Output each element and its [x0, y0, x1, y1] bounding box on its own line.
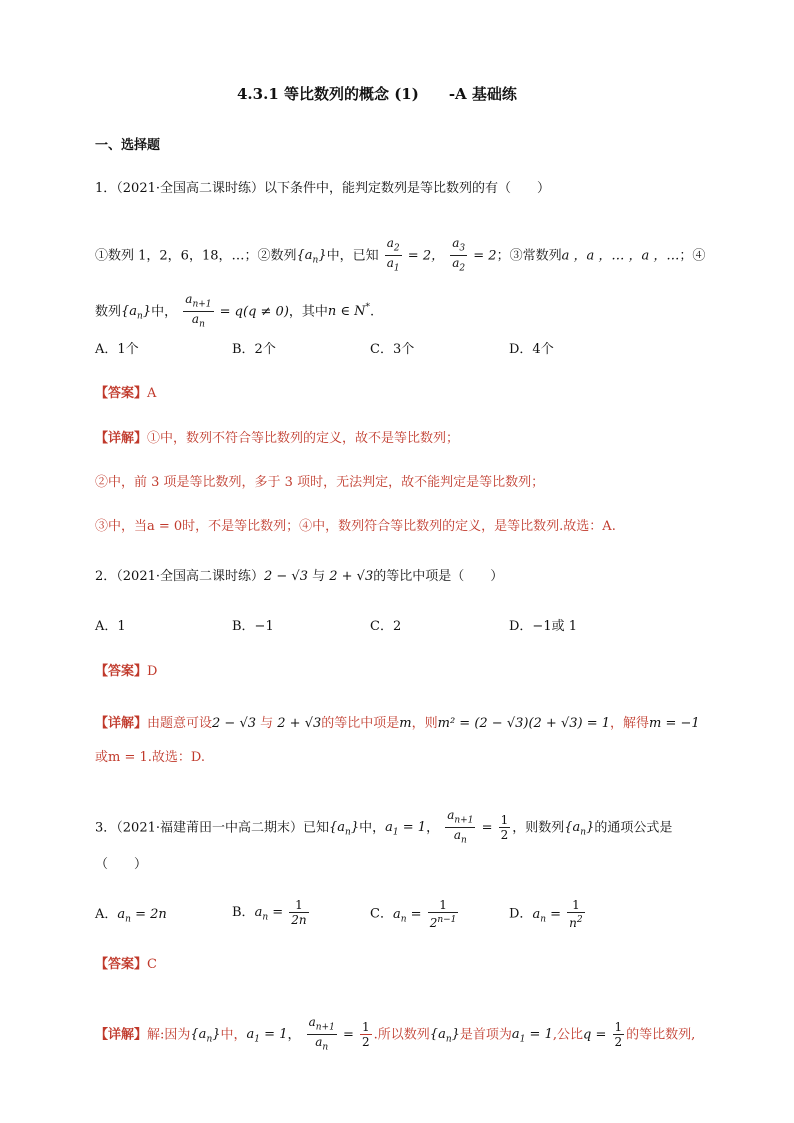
- q3-detail-e: 公比: [557, 1027, 584, 1043]
- q1-line2-text-b: 中，已知: [326, 248, 379, 264]
- fraction-an1-an-detail: $\frac{a_{n+1}}{a_n}$: [308, 1015, 335, 1053]
- q1-detail-1: [95, 430, 459, 448]
- q3-stem-a: 3．（2021·福建莆田一中高二期末）已知: [95, 820, 329, 836]
- fraction-a2-a1: $\frac{a_2}{a_1}$: [386, 236, 400, 274]
- q2-stem: 2．（2021·全国高二课时练）2 − √3 与 2 + √3的等比中项是（ ）: [95, 569, 504, 584]
- fraction-1-2n: $\frac{1}{2n}$: [291, 898, 307, 927]
- seq-an-4: $\{a_n\}$: [564, 820, 595, 838]
- eq-q-half: q =: [583, 1027, 611, 1043]
- eq-q: = q(q ≠ 0): [215, 304, 289, 320]
- formula-a: $a_n = 2n$: [117, 907, 167, 925]
- q3-answer: [95, 956, 157, 974]
- const-seq: a ，a ，… ，a ，…: [561, 248, 680, 264]
- q2-detail-c: ，则: [411, 716, 438, 731]
- q3-detail-1: 【详解】解:因为$\{a_n\}$中，$a_1 = 1$， $\frac{a_{n+1}}{a_n}$ = $\frac{1}{2}$ .所以数列$\{a_n\}$是首项为$a_1 = 1$,公比q = $\frac{1}{2}$ 的等比数列,: [95, 1015, 696, 1053]
- q2-detail-d: ，解得: [610, 716, 650, 731]
- q3-detail-a: 解:因为: [147, 1027, 191, 1043]
- option-label: A．: [95, 907, 118, 922]
- q2-option-c: C．2: [370, 619, 402, 634]
- q1-line3-text-a: 数列: [95, 304, 122, 320]
- q3-option-b: [232, 898, 311, 927]
- q1-option-a: A．1个: [95, 342, 139, 357]
- detail-tag: 【详解】: [95, 716, 148, 731]
- formula-d: $a_n$ =: [532, 906, 566, 925]
- eq-m-squared: m² = (2 − √3)(2 + √3) = 1: [437, 716, 611, 731]
- fraction-1-n2: $\frac{1}{n^2}$: [569, 898, 583, 930]
- seq-an-2: $\{a_n\}$: [121, 304, 152, 322]
- q3-detail-c: .所以数列: [373, 1027, 430, 1043]
- detail-text: ①中，数列不符合等比数列的定义，故不是等比数列；: [147, 431, 460, 446]
- answer-value: C: [147, 957, 157, 972]
- eq-a1-1-b: $a_1 = 1$: [246, 1027, 288, 1045]
- q3-option-a: [95, 906, 167, 929]
- q1-line3: 数列$\{a_n\}$中， $\frac{a_{n+1}}{a_n}$ = q(q ≠ 0)，其中n ∈ N*.: [95, 292, 375, 330]
- q2-option-d: D．−1或 1: [509, 619, 577, 634]
- expr-2-minus-root3: 2 − √3: [264, 569, 308, 584]
- q3-stem-d: 的通项公式是: [594, 820, 673, 836]
- seq-an: $\{a_n\}$: [296, 248, 327, 266]
- eq-a1-1-c: $a_1 = 1$: [511, 1027, 553, 1045]
- eq-a1-1: $a_1 = 1$: [385, 820, 427, 838]
- answer-tag: 【答案】: [95, 957, 148, 972]
- q3-stem-c: ，则数列: [512, 820, 565, 836]
- expr-2-minus-root3-b: 2 − √3: [212, 716, 257, 731]
- q1-line3-text-c: ，其中: [288, 304, 328, 320]
- formula-b: $a_n$ =: [254, 905, 288, 923]
- eq-m-neg1: m = −1: [649, 716, 700, 731]
- q2-option-a: A．1: [95, 619, 126, 634]
- answer-tag: 【答案】: [95, 386, 148, 401]
- seq-an-5: $\{a_n\}$: [190, 1027, 221, 1045]
- fraction-half: $\frac{1}{2}$: [500, 813, 509, 843]
- fraction-half-c: $\frac{1}{2}$: [614, 1020, 623, 1050]
- detail-tag: 【详解】: [95, 431, 148, 446]
- answer-value: D: [147, 664, 158, 679]
- q3-stem: 3．（2021·福建莆田一中高二期末）已知$\{a_n\}$中，$a_1 = 1$， $\frac{a_{n+1}}{a_n}$ = $\frac{1}{2}$ ，则数列$\{a_n\}$的通项公式是: [95, 808, 673, 846]
- detail-tag: 【详解】: [95, 1027, 148, 1043]
- seq-an-6: $\{a_n\}$: [429, 1027, 460, 1045]
- answer-tag: 【答案】: [95, 664, 148, 679]
- seq-an-3: $\{a_n\}$: [329, 820, 360, 838]
- fraction-1-2pow: $\frac{1}{2^{n-1}}$: [429, 898, 457, 930]
- q1-line2-text-c: ；③常数列: [496, 248, 562, 264]
- q1-stem: 1．（2021·全国高二课时练）以下条件中，能判定数列是等比数列的有（ ）: [95, 181, 550, 196]
- q1-line2-text-d: ；④: [679, 248, 706, 264]
- expr-2-plus-root3-b: 2 + √3: [277, 716, 322, 731]
- q3-option-c: [370, 898, 460, 930]
- q1-line3-text-b: 中，: [151, 304, 178, 320]
- q3-detail-d: 是首项为: [459, 1027, 512, 1043]
- q2-detail-1: 【详解】由题意可设2 − √3 与 2 + √3的等比中项是m，则m² = (2 − √3)(2 + √3) = 1，解得m = −1: [95, 716, 700, 731]
- expr-2-plus-root3: 2 + √3: [329, 569, 374, 584]
- eq-2b: = 2: [469, 248, 497, 264]
- q3-option-d: [509, 898, 587, 930]
- q1-detail-3: ③中，当a = 0时，不是等比数列；④中，数列符合等比数列的定义，是等比数列.故选：A.: [95, 519, 616, 534]
- q1-detail-2: ②中，前 3 项是等比数列，多于 3 项时，无法判定，故不能判定是等比数列；: [95, 475, 545, 490]
- section-heading: 一、选择题: [95, 138, 161, 153]
- q1-answer: [95, 385, 156, 403]
- q1-line2-text-a: ①数列 1，2，6，18，…；②数列: [95, 248, 297, 264]
- var-m: m: [399, 716, 412, 731]
- eq-2: = 2，: [403, 248, 445, 264]
- q2-option-b: B．−1: [232, 619, 274, 634]
- answer-value: A: [147, 386, 157, 401]
- q1-line2: [95, 236, 705, 276]
- formula-c: $a_n$ =: [392, 906, 426, 925]
- q1-option-d: D．4个: [509, 342, 554, 357]
- q2-stem-a: 2．（2021·全国高二课时练）: [95, 569, 264, 584]
- q1-option-c: C．3个: [370, 342, 415, 357]
- q3-detail-f: 的等比数列,: [626, 1027, 696, 1043]
- fraction-an1-an: $\frac{a_{n+1}}{a_n}$: [185, 292, 212, 330]
- option-label: D．: [509, 906, 533, 922]
- q2-detail-a: 由题意可设: [147, 716, 213, 731]
- q3-paren: （ ）: [95, 857, 148, 872]
- n-in-N: n ∈ N*: [327, 303, 371, 320]
- option-label: B．: [232, 905, 255, 920]
- fraction-a3-a2: $\frac{a_3}{a_2}$: [452, 236, 466, 274]
- q1-option-b: B．2个: [232, 342, 276, 357]
- fraction-an1-an-q3: $\frac{a_{n+1}}{a_n}$: [447, 808, 474, 846]
- q2-stem-b: 的等比中项是（ ）: [373, 569, 504, 584]
- q3-detail-b: 中，: [220, 1027, 247, 1043]
- fraction-half-b: $\frac{1}{2}$: [362, 1020, 370, 1050]
- option-label: C．: [370, 906, 393, 922]
- q2-detail-2: 或m = 1.故选：D.: [95, 750, 205, 765]
- q3-stem-b: 中，: [359, 820, 386, 836]
- q2-answer: [95, 663, 157, 681]
- q2-detail-b: 的等比中项是: [321, 716, 400, 731]
- page-title: 4.3.1 等比数列的概念 (1) -A 基础练: [237, 85, 517, 103]
